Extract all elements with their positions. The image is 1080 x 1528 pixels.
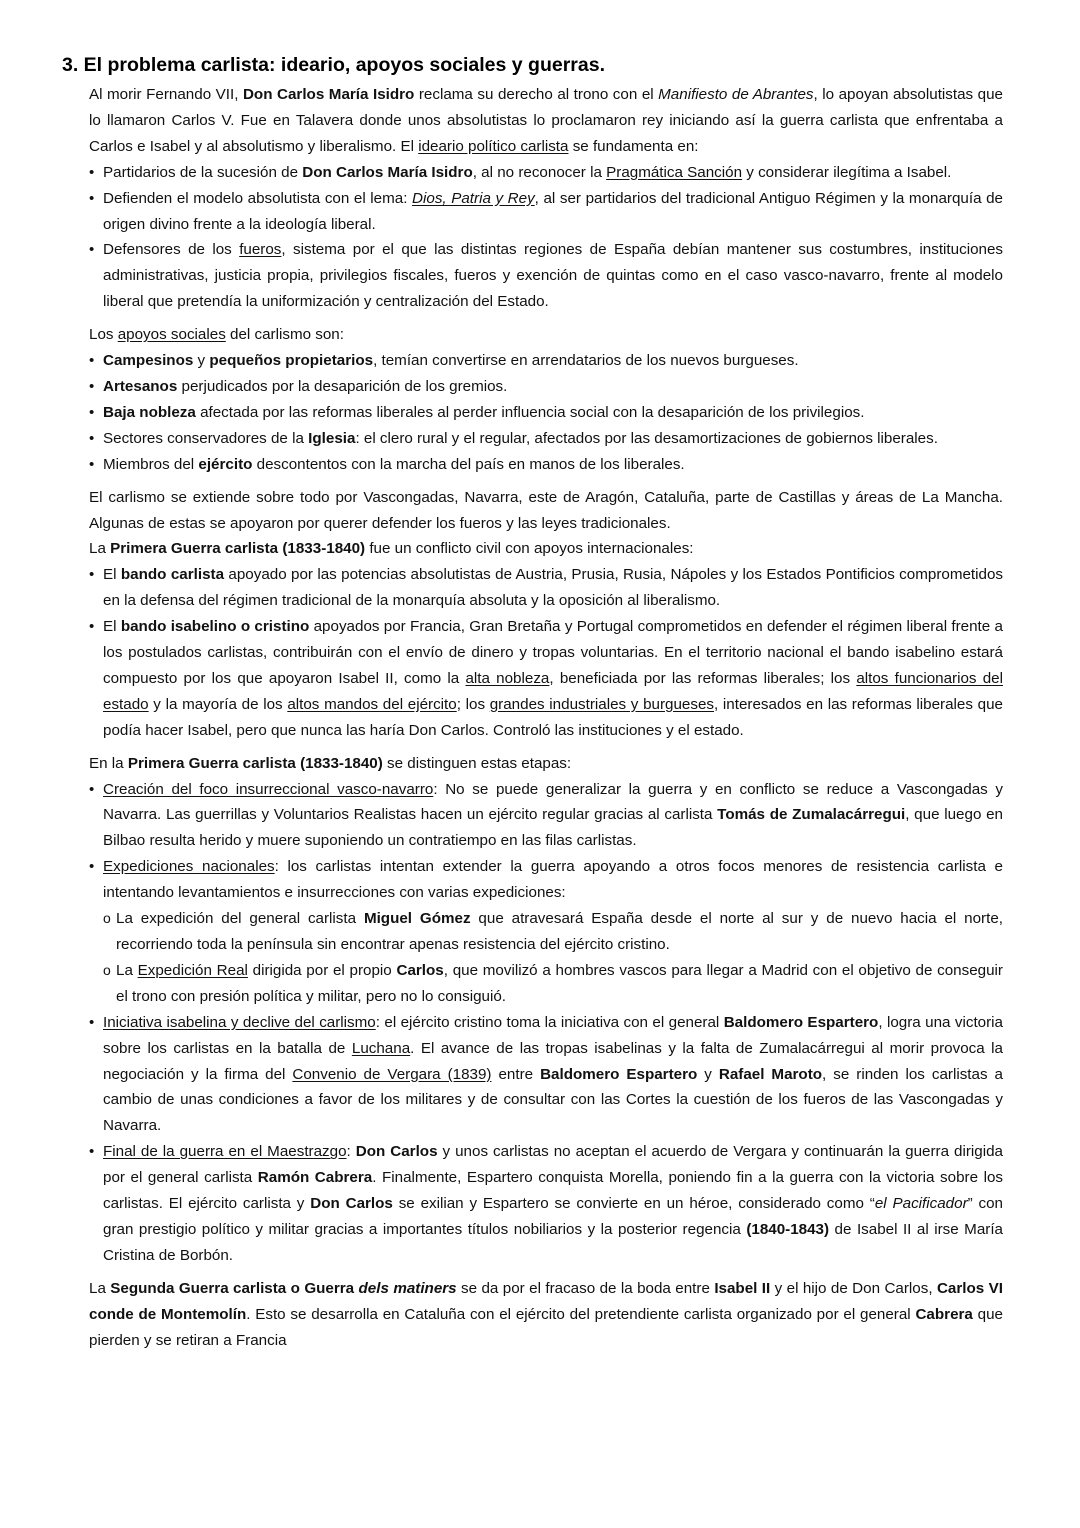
- list-item: [89, 452, 1003, 478]
- text: : el ejército cristino toma la iniciativa con el general: [375, 1013, 724, 1031]
- text: , que movilizó a hombres vascos para llegar a Madrid con el objetivo de conseguir el trono con presión política y militar, pero no lo consiguió.: [116, 961, 1003, 1005]
- underlined-text: Iniciativa isabelina y declive del carlismo: [103, 1013, 376, 1031]
- bold-italic-text: dels matiners: [358, 1279, 457, 1297]
- text: y considerar ilegítima a Isabel.: [742, 163, 952, 181]
- text: . Finalmente, Espartero conquista Morella, poniendo fin a la guerra con la victoria sobre los carlistas. El ejército carlista y: [103, 1169, 1003, 1213]
- bold-text: Artesanos: [103, 377, 178, 395]
- section-body: [89, 82, 1003, 1354]
- text: y el hijo de Don Carlos,: [770, 1279, 937, 1297]
- text: En la: [89, 754, 128, 772]
- bandos-list: [89, 562, 1003, 743]
- bold-text: Carlos VI conde de Montemolín: [89, 1279, 1003, 1323]
- underlined-text: Convenio de Vergara (1839): [292, 1065, 492, 1083]
- text: Defienden el modelo absolutista con el lema:: [103, 189, 413, 207]
- bold-text: Ramón Cabrera: [257, 1169, 373, 1187]
- text: La: [116, 961, 138, 979]
- underlined-text: grandes industriales y burgueses: [489, 695, 715, 713]
- list-item: [89, 562, 1003, 614]
- extension-paragraph: El carlismo se extiende sobre todo por Vascongadas, Navarra, este de Aragón, Cataluña, parte de Castillas y áreas de La Mancha. Algunas de estas se apoyaron por querer defender los fueros y las leyes tradicionales.: [89, 488, 1003, 532]
- text: apoyados por Francia, Gran Bretaña y Portugal comprometidos en defender el régimen liberal frente a los postulados carlistas, contribuirán con el envío de dinero y tropas voluntarias. En el territorio nacional el bando isabelino estará compuesto por los que apoyaron Isabel II, como la: [103, 618, 1003, 687]
- underlined-text: Expediciones nacionales: [103, 858, 275, 876]
- text: y la mayoría de los: [148, 695, 288, 713]
- section-title: 3. El problema carlista: ideario, apoyos sociales y guerras.: [62, 54, 605, 76]
- text: del carlismo son:: [225, 326, 344, 344]
- segunda-guerra-paragraph: [89, 1276, 1003, 1354]
- bold-text: Don Carlos: [310, 1195, 393, 1213]
- text: afectada por las reformas liberales al perder influencia social con la desaparición de los privilegios.: [195, 403, 865, 421]
- text: : el clero rural y el regular, afectados por las desamortizaciones de gobiernos liberales.: [355, 429, 938, 447]
- bold-text: Segunda Guerra carlista o Guerra: [110, 1279, 359, 1297]
- intro-paragraph: [89, 82, 1003, 160]
- bold-text: Primera Guerra carlista (1833-1840): [110, 540, 366, 558]
- text: . El avance de las tropas isabelinas y la falta de Zumalacárregui al morir provoca la negociación y la firma del: [103, 1039, 1003, 1083]
- underlined-text: fueros: [239, 241, 282, 259]
- text: : No se puede generalizar la guerra y en conflicto se reduce a Vascongadas y Navarra. Las guerrillas y Voluntarios Realistas hacen un ejército regular gracias al carlista: [103, 780, 1003, 824]
- bold-text: Iglesia: [308, 429, 356, 447]
- underlined-italic-text: Dios, Patria y Rey: [412, 189, 535, 207]
- text: , interesados en las reformas liberales que podía hacer Isabel, pero que nunca las haría Don Carlos. Controló las instituciones y el estado.: [103, 695, 1003, 739]
- bold-text: Baldomero Espartero: [723, 1013, 879, 1031]
- list-item: [89, 854, 1003, 1009]
- underlined-text: altos mandos del ejército: [287, 695, 457, 713]
- text: se distinguen estas etapas:: [382, 754, 572, 772]
- bold-text: bando isabelino o cristino: [120, 618, 310, 636]
- etapas-list: [89, 777, 1003, 1269]
- underlined-text: Pragmática Sanción: [606, 163, 743, 181]
- text: dirigida por el propio: [247, 961, 397, 979]
- list-item: [89, 348, 1003, 374]
- text: , se rinden los carlistas a cambio de unas condiciones a favor de los militares y de consultar con las Cortes la cuestión de los fueros de las Vascongadas y Navarra.: [103, 1065, 1003, 1135]
- list-item: [89, 1139, 1003, 1269]
- text: El: [103, 566, 121, 584]
- text: , al ser partidarios del tradicional Antiguo Régimen y la monarquía de origen divino frente a la ideología liberal.: [103, 189, 1004, 233]
- text: , sistema por el que las distintas regiones de España debían mantener sus costumbres, instituciones administrativas, justicia propia, privilegios fiscales, fueros y exención de quintas como en el caso vasco-navarro, frente al modelo liberal que pretendía la uniformización y centralización del Estado.: [103, 241, 1004, 311]
- bold-text: Don Carlos María Isidro: [242, 86, 415, 103]
- text: entre: [491, 1065, 541, 1083]
- bold-text: bando carlista: [120, 566, 225, 584]
- text: , que luego en Bilbao resulta herido y muere suponiendo un contratiempo en las filas carlistas.: [103, 806, 1003, 850]
- bold-text: Miguel Gómez: [363, 910, 471, 928]
- bold-text: Cabrera: [915, 1305, 973, 1323]
- underlined-text: Final de la guerra en el Maestrazgo: [103, 1143, 347, 1161]
- text: que atravesará España desde el norte al sur y de nuevo hacia el norte, recorriendo toda la península sin encontrar apenas resistencia del ejército cristino.: [116, 910, 1003, 953]
- bold-text: pequeños propietarios: [209, 352, 374, 370]
- bold-text: (1840-1843): [746, 1220, 830, 1238]
- text: , logra una victoria sobre los carlistas en la batalla de: [103, 1013, 1003, 1057]
- bold-text: Carlos: [396, 961, 444, 979]
- text: Defensores de los: [103, 241, 240, 259]
- text: apoyado por las potencias absolutistas de Austria, Prusia, Rusia, Nápoles y los Estados Pontificios comprometidos en la defensa del régimen tradicional de la monarquía absoluta y la oposición al liberalismo.: [103, 566, 1003, 610]
- text: y unos carlistas no aceptan el acuerdo de Vergara y continuarán la guerra dirigida por el general carlista: [103, 1143, 1003, 1187]
- text: perjudicados por la desaparición de los gremios.: [177, 377, 508, 395]
- apoyos-intro: [89, 322, 1003, 348]
- list-item: [89, 1010, 1003, 1140]
- underlined-text: alta nobleza: [465, 669, 550, 687]
- list-item: [89, 777, 1003, 855]
- text: ; los: [456, 695, 490, 713]
- text: La: [89, 1279, 111, 1297]
- bold-text: Baldomero Espartero: [540, 1065, 698, 1083]
- text: La: [89, 540, 111, 558]
- bold-text: Baja nobleza: [103, 403, 196, 421]
- text: Sectores conservadores de la: [103, 429, 309, 447]
- expediciones-sublist: [103, 906, 1003, 1010]
- bold-text: Rafael Maroto: [718, 1065, 823, 1083]
- text: El: [103, 618, 121, 636]
- text: descontentos con la marcha del país en manos de los liberales.: [252, 455, 685, 473]
- sub-list-item: [103, 958, 1003, 1010]
- list-item: [89, 614, 1003, 744]
- text: fue un conflicto civil con apoyos internacionales:: [365, 540, 694, 558]
- list-item: [89, 374, 1003, 400]
- text: . Esto se desarrolla en Cataluña con el ejército del pretendiente carlista organizado por el general: [246, 1305, 916, 1323]
- text: reclama su derecho al trono con el: [414, 86, 659, 103]
- text: que pierden y se retiran a Francia: [89, 1305, 1003, 1349]
- text: , al no reconocer la: [472, 163, 607, 181]
- underlined-text: altos funcionarios del estado: [103, 669, 1003, 713]
- text: , beneficiada por las reformas liberales; los: [549, 669, 857, 687]
- list-item: [89, 160, 1003, 186]
- primera-guerra-intro: [89, 536, 1003, 562]
- sub-list-item: [103, 906, 1003, 958]
- text: se da por el fracaso de la boda entre: [456, 1279, 715, 1297]
- italic-text: el Pacificador: [874, 1195, 968, 1213]
- bold-text: Tomás de Zumalacárregui: [717, 806, 906, 824]
- text: :: [346, 1143, 356, 1161]
- text: y: [697, 1065, 719, 1083]
- bold-text: Isabel II: [714, 1279, 771, 1297]
- text: La expedición del general carlista: [116, 910, 364, 928]
- etapas-intro: [89, 751, 1003, 777]
- text: Los: [89, 326, 118, 344]
- list-item: [89, 237, 1003, 315]
- underlined-text: ideario político carlista: [418, 137, 569, 155]
- text: , lo apoyan absolutistas que lo llamaron Carlos V. Fue en Talavera donde unos absolutistas lo proclamaron rey iniciando así la guerra carlista que enfrentaba a Carlos e Isabel y al absolutismo y liberalismo. El: [89, 86, 1003, 155]
- text: y: [193, 352, 210, 370]
- text: Miembros del: [103, 455, 199, 473]
- bold-text: ejército: [198, 455, 253, 473]
- underlined-text: Expedición Real: [137, 961, 248, 979]
- bold-text: Campesinos: [103, 352, 194, 370]
- underlined-text: Luchana: [351, 1039, 411, 1057]
- text: , temían convertirse en arrendatarios de los nuevos burgueses.: [373, 352, 799, 370]
- bold-text: Primera Guerra carlista (1833-1840): [127, 754, 383, 772]
- text: Al morir Fernando VII,: [89, 86, 243, 103]
- ideario-list: [89, 160, 1003, 315]
- list-item: [89, 186, 1003, 238]
- text: Partidarios de la sucesión de: [103, 163, 303, 181]
- underlined-text: Creación del foco insurreccional vasco-navarro: [103, 780, 434, 798]
- bold-text: Don Carlos: [355, 1143, 438, 1161]
- text: se fundamenta en:: [568, 137, 699, 155]
- text: de Isabel II al irse María Cristina de Borbón.: [103, 1220, 1003, 1264]
- list-item: [89, 400, 1003, 426]
- text: ” con gran prestigio político y militar gracias a importantes títulos nobiliarios y la posterior regencia: [103, 1195, 1004, 1238]
- text: se exilian y Espartero se convierte en un héroe, considerado como “: [392, 1195, 875, 1213]
- underlined-text: apoyos sociales: [117, 326, 226, 344]
- italic-text: Manifiesto de Abrantes: [658, 86, 814, 103]
- text: : los carlistas intentan extender la guerra apoyando a otros focos menores de resistencia carlista e intentando levantamientos e insurrecciones con varias expediciones:: [103, 858, 1003, 902]
- apoyos-list: [89, 348, 1003, 478]
- bold-text: Don Carlos María Isidro: [302, 163, 473, 181]
- list-item: [89, 426, 1003, 452]
